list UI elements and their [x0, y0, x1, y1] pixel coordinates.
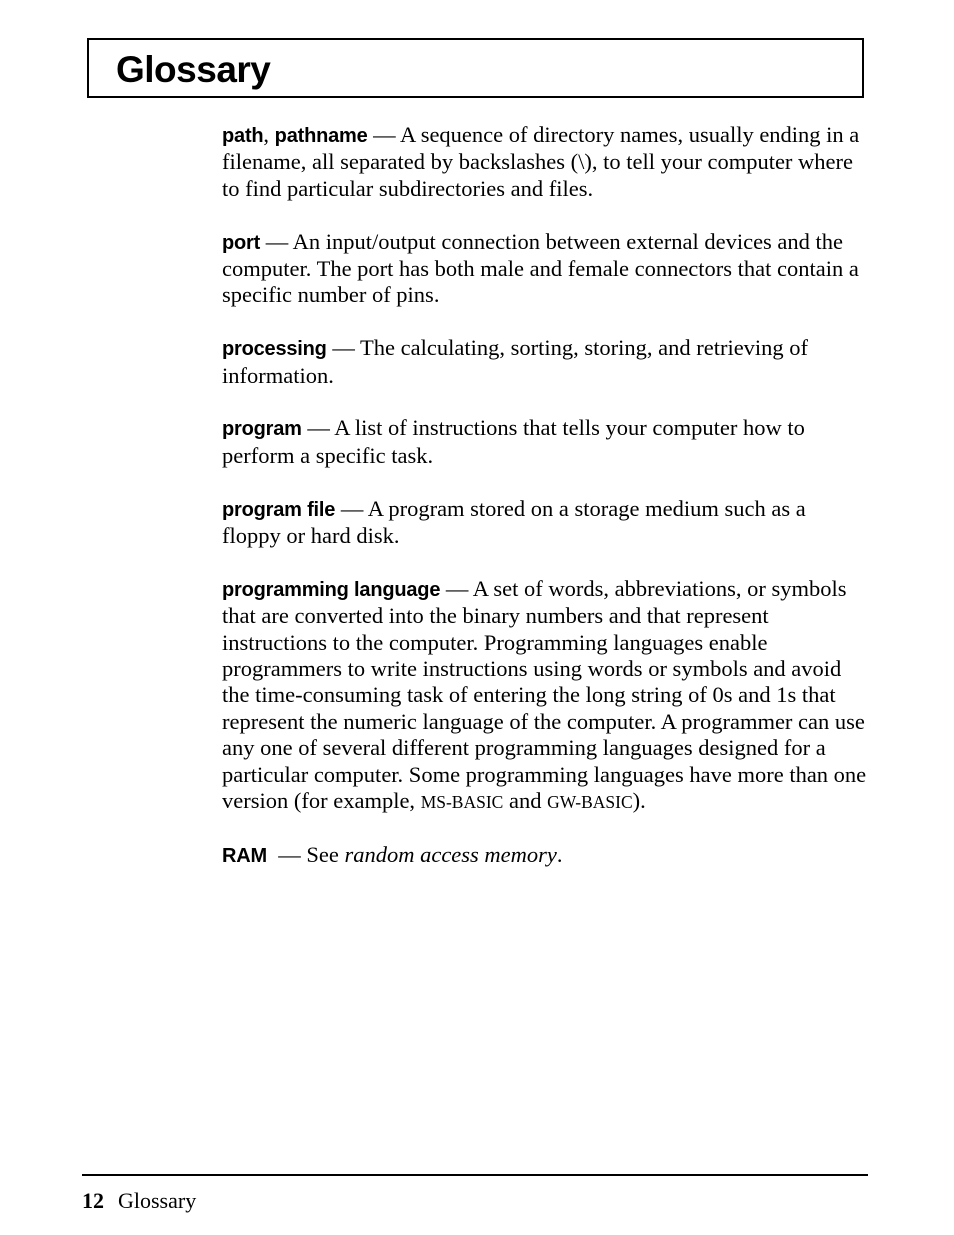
entry-term: program file — [222, 498, 336, 521]
glossary-entry-processing — [222, 335, 867, 389]
footer-rule — [82, 1174, 868, 1176]
example-gw-basic: GW-BASIC — [547, 792, 633, 813]
entry-term: processing — [222, 338, 327, 361]
entry-term: RAM — [222, 844, 267, 867]
glossary-entry-programming-language — [222, 576, 867, 816]
entry-definition: — A program stored on a storage medium such as a floppy or hard disk. — [222, 495, 806, 549]
header-box — [87, 38, 864, 98]
glossary-entry-port — [222, 229, 867, 309]
entry-term: path — [222, 125, 264, 147]
entry-term: program — [222, 418, 302, 441]
entry-definition: — An input/output connection between external devices and the computer. The port has both male and female connectors that contain a specific number of pins. — [222, 228, 859, 308]
cross-reference: random access memory — [344, 841, 557, 867]
entry-definition: — A list of instructions that tells your computer how to perform a specific task. — [222, 415, 805, 468]
page-footer — [82, 1186, 196, 1216]
example-ms-basic: MS-BASIC — [420, 792, 504, 813]
conjunction: and — [503, 788, 548, 814]
page-title: Glossary — [116, 49, 271, 90]
footer-section: Glossary — [118, 1188, 197, 1213]
glossary-entry-ram — [222, 842, 867, 869]
entry-tail: . — [556, 841, 563, 867]
entry-definition: — A sequence of directory names, usually ending in a filename, all separated by backslashes (\), to tell your computer where to find particular subdirectories and files. — [222, 122, 860, 201]
entry-tail: ). — [632, 788, 646, 814]
glossary-entry-program — [222, 415, 867, 469]
glossary-entry-path — [222, 122, 867, 202]
term-separator: , — [263, 122, 275, 147]
page-number: 12 — [82, 1188, 104, 1213]
glossary-entries — [222, 122, 867, 896]
entry-definition: — The calculating, sorting, storing, and retrieving of information. — [222, 335, 809, 388]
entry-definition: — See — [266, 841, 345, 867]
entry-term-alt: pathname — [274, 125, 368, 147]
entry-term: programming language — [222, 578, 441, 601]
entry-definition: — A set of words, abbreviations, or symbols that are converted into the binary numbers and that represent instructions to the computer. Programming languages enable programmers to write instructions using words or symbols and avoid the time-consuming task of entering the long string of 0s and 1s that represent the numeric language of the computer. A programmer can use any one of several different programming languages designed for a particular computer. Some programming languages have more than one version (for example, — [222, 575, 867, 814]
glossary-entry-program-file — [222, 496, 867, 550]
entry-term: port — [222, 231, 261, 254]
